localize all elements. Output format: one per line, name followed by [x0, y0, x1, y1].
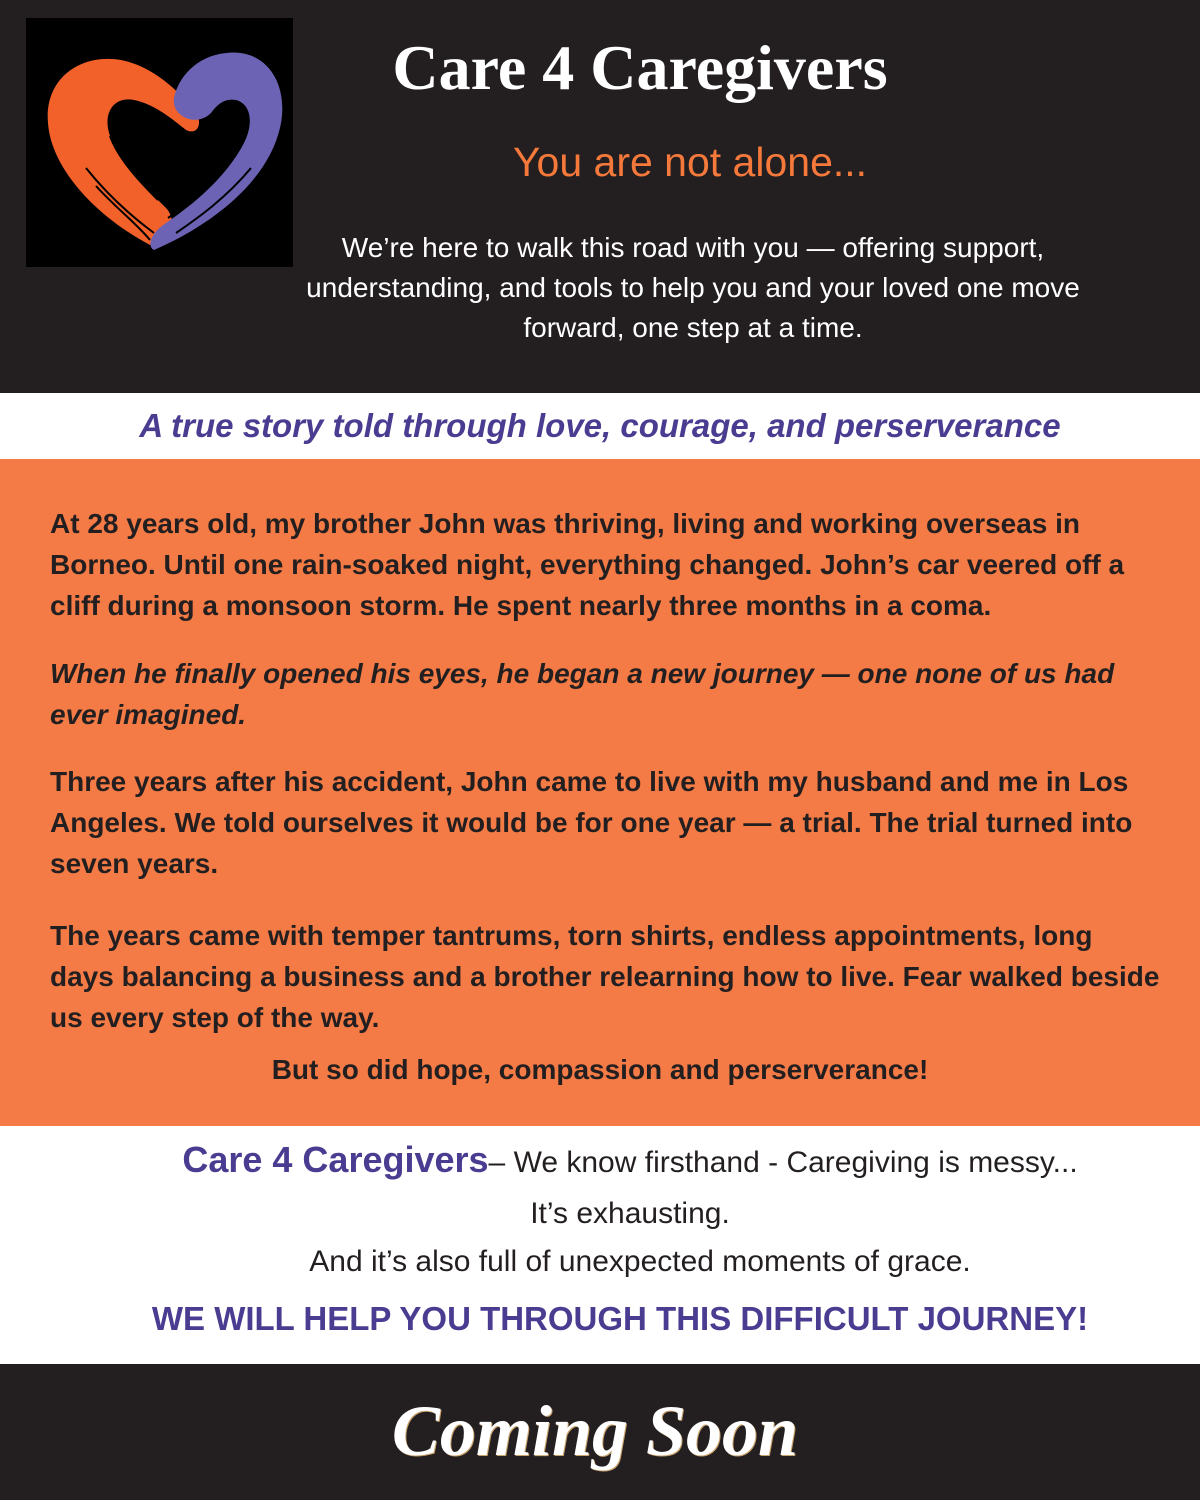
- story-paragraph-4: The years came with temper tantrums, torn shirts, endless appointments, long days balancing a business and a brother relearning how to live. Fear walked beside us every step of the way.: [50, 920, 1160, 1033]
- closing-line-1: [30, 1138, 1200, 1185]
- brand-name: Care 4 Caregivers: [182, 1139, 489, 1180]
- closing-line-2: It’s exhausting.: [530, 1197, 730, 1230]
- footer-banner: [0, 1364, 1200, 1500]
- story-paragraph-2: When he finally opened his eyes, he began a new journey — one none of us had ever imagined.: [50, 658, 1115, 730]
- heart-hands-icon: [26, 18, 293, 267]
- subhead-band: [0, 393, 1200, 459]
- closing-line-1-text: – We know firsthand - Caregiving is messy...: [488, 1146, 1078, 1179]
- story-paragraph-5: But so did hope, compassion and perserverance!: [271, 1054, 929, 1085]
- call-to-action: WE WILL HELP YOU THROUGH THIS DIFFICULT JOURNEY!: [151, 1300, 1089, 1337]
- closing-line-3: And it’s also full of unexpected moments of grace.: [309, 1245, 971, 1278]
- story-subhead: A true story told through love, courage, and perserverance: [139, 407, 1061, 444]
- intro-text: We’re here to walk this road with you — offering support, understanding, and tools to help you and your loved one move forward, one step at a time.: [306, 232, 1080, 343]
- story-section: [0, 459, 1200, 1126]
- closing-section: [0, 1126, 1200, 1364]
- tagline: You are not alone...: [512, 139, 868, 185]
- page-title: Care 4 Caregivers: [392, 32, 888, 103]
- story-paragraph-3: Three years after his accident, John came to live with my husband and me in Los Angeles. We told ourselves it would be for one year — a trial. The trial turned into seven years.: [50, 766, 1133, 879]
- story-paragraph-1: At 28 years old, my brother John was thriving, living and working overseas in Borneo. Until one rain-soaked night, everything changed. John’s car veered off a cliff during a monsoon storm. He spent nearly three months in a coma.: [50, 508, 1125, 621]
- header-banner: [0, 0, 1200, 393]
- coming-soon-text: Coming Soon: [391, 1391, 799, 1471]
- heart-hands-logo: [26, 18, 293, 267]
